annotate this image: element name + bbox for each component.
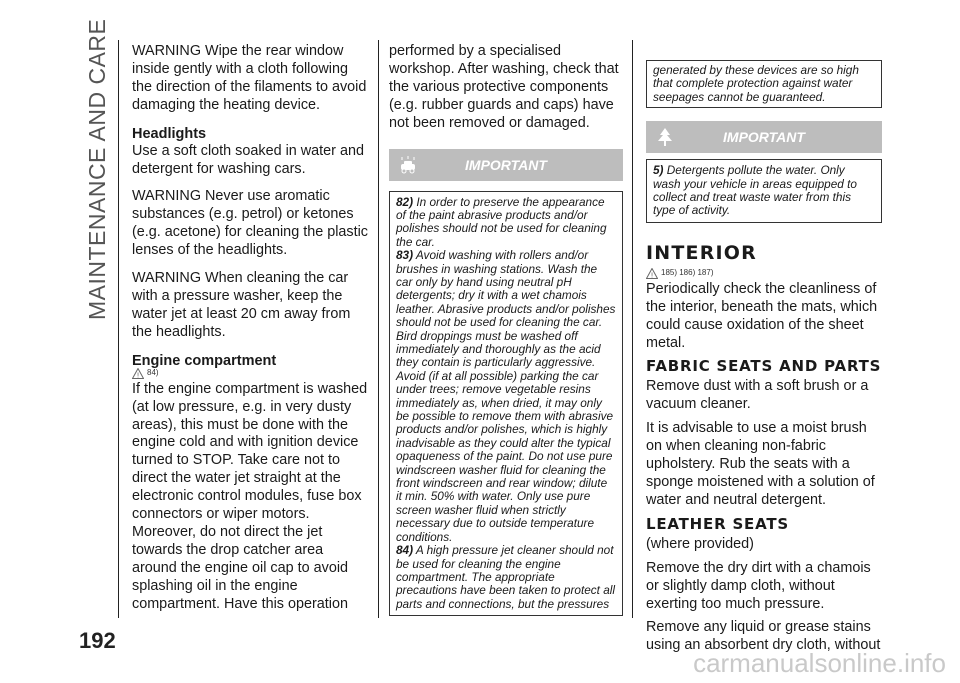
reference-number[interactable]: 84) — [147, 367, 159, 377]
note-82 — [396, 196, 616, 250]
reference-numbers[interactable]: 185) 186) 187) — [661, 267, 714, 277]
car-wash-icon — [397, 154, 419, 176]
paragraph: Periodically check the cleanliness of the interior, beneath the mats, which could cause oxidation of the sheet metal. — [646, 280, 878, 351]
note-text: A high pressure jet cleaner should not be used for cleaning the engine compartment. The appropriate precautions have been taken to protect all parts and connections, but the pressures — [396, 543, 616, 611]
watermark: carmanualsonline.info — [693, 648, 946, 678]
note-number: 83) — [396, 248, 414, 263]
important-box — [646, 159, 882, 223]
column-2 — [389, 43, 623, 616]
section-heading-interior: INTERIOR — [646, 241, 757, 264]
svg-text:!: ! — [136, 371, 140, 379]
paragraph: If the engine compartment is washed (at low pressure, e.g. in very dusty areas), this must be done with the engine cold and with ignition device turned to STOP. Take care not to direct the water jet straight at the electronic control modules, fuse box connectors or wiper motors. Moreover, do not direct the jet towards the drop catcher area around the engine oil cap to avoid splashing oil in the engine compartment. Have this operation — [132, 380, 368, 612]
tree-icon — [654, 126, 676, 148]
page-number: 192 — [79, 628, 116, 653]
reference-row — [646, 268, 882, 279]
important-box — [389, 191, 623, 617]
note-text: Detergents pollute the water. Only wash your vehicle in areas equipped to collect and treat waste water from this type of activity. — [653, 163, 857, 218]
chapter-divider — [118, 40, 119, 618]
continued-note-box: generated by these devices are so high that complete protection against water seepages cannot be guaranteed. — [646, 60, 882, 108]
paragraph: performed by a specialised workshop. After washing, check that the various protective components (e.g. rubber guards and caps) have not been removed or damaged. — [389, 43, 619, 131]
note-84 — [396, 544, 616, 611]
note-number: 84) — [396, 543, 414, 558]
column-3 — [646, 60, 882, 661]
paragraph: It is advisable to use a moist brush on when cleaning non-fabric upholstery. Rub the seats with a sponge moistened with a solution of water and neutral detergent. — [646, 420, 875, 508]
important-title: IMPORTANT — [723, 129, 805, 146]
chapter-title: MAINTENANCE AND CARE — [84, 18, 110, 320]
note-text: Avoid washing with rollers and/or brushes in washing stations. Wash the car only by hand using neutral pH detergents; dry it with a wet chamois leather. Abrasive products and/or polishes should not be used for cleaning the car. Bird droppings must be washed off immediately and thoroughly as the acid they contain is particularly aggressive. Avoid (if at all possible) parking the car under trees; remove vegetable resins immediately as, when dried, it may only be possible to remove them with abrasive products and/or polishes, which is highly inadvisable as they could alter the typical opaqueness of the paint. Do not use pure windscreen washer fluid for cleaning the front windscreen and rear window; dilute it min. 50% with water. Only use pure screen washer fluid when strictly necessary due to outside temperature conditions. — [396, 248, 616, 544]
paragraph: Remove dust with a soft brush or a vacuum cleaner. — [646, 378, 869, 413]
section-heading-leather-seats: LEATHER SEATS — [646, 514, 789, 533]
column-divider — [632, 40, 633, 618]
svg-text:!: ! — [650, 271, 654, 279]
warning-triangle-icon — [646, 268, 658, 279]
column-1 — [132, 43, 368, 623]
paragraph: Remove any liquid or grease stains using an absorbent dry cloth, without — [646, 619, 881, 654]
important-header — [646, 121, 882, 153]
note-text: In order to preserve the appearance of the paint abrasive products and/or polishes should not be used for cleaning the car. — [396, 194, 607, 249]
section-heading-headlights: Headlights — [132, 125, 207, 142]
paragraph: Use a soft cloth soaked in water and detergent for washing cars. — [132, 142, 364, 177]
paragraph: WARNING Wipe the rear window inside gently with a cloth following the direction of the filaments to avoid damaging the heating device. — [132, 43, 367, 113]
section-heading-engine: Engine compartment — [132, 352, 277, 369]
important-header — [389, 149, 623, 181]
column-divider — [378, 40, 379, 618]
note-number: 5) — [653, 163, 664, 178]
paragraph: Remove the dry dirt with a chamois or slightly damp cloth, without exerting too much pressure. — [646, 559, 871, 612]
paragraph: WARNING Never use aromatic substances (e.g. petrol) or ketones (e.g. acetone) for cleaning the plastic lenses of the headlights. — [132, 188, 368, 259]
paragraph: (where provided) — [646, 535, 754, 552]
note-number: 82) — [396, 194, 414, 209]
section-heading-fabric-seats: FABRIC SEATS AND PARTS — [646, 357, 882, 376]
important-title: IMPORTANT — [465, 156, 547, 173]
note-83 — [396, 249, 616, 544]
paragraph: WARNING When cleaning the car with a pressure washer, keep the water jet at least 20 cm away from the headlights. — [132, 270, 351, 340]
warning-triangle-icon — [132, 368, 144, 379]
